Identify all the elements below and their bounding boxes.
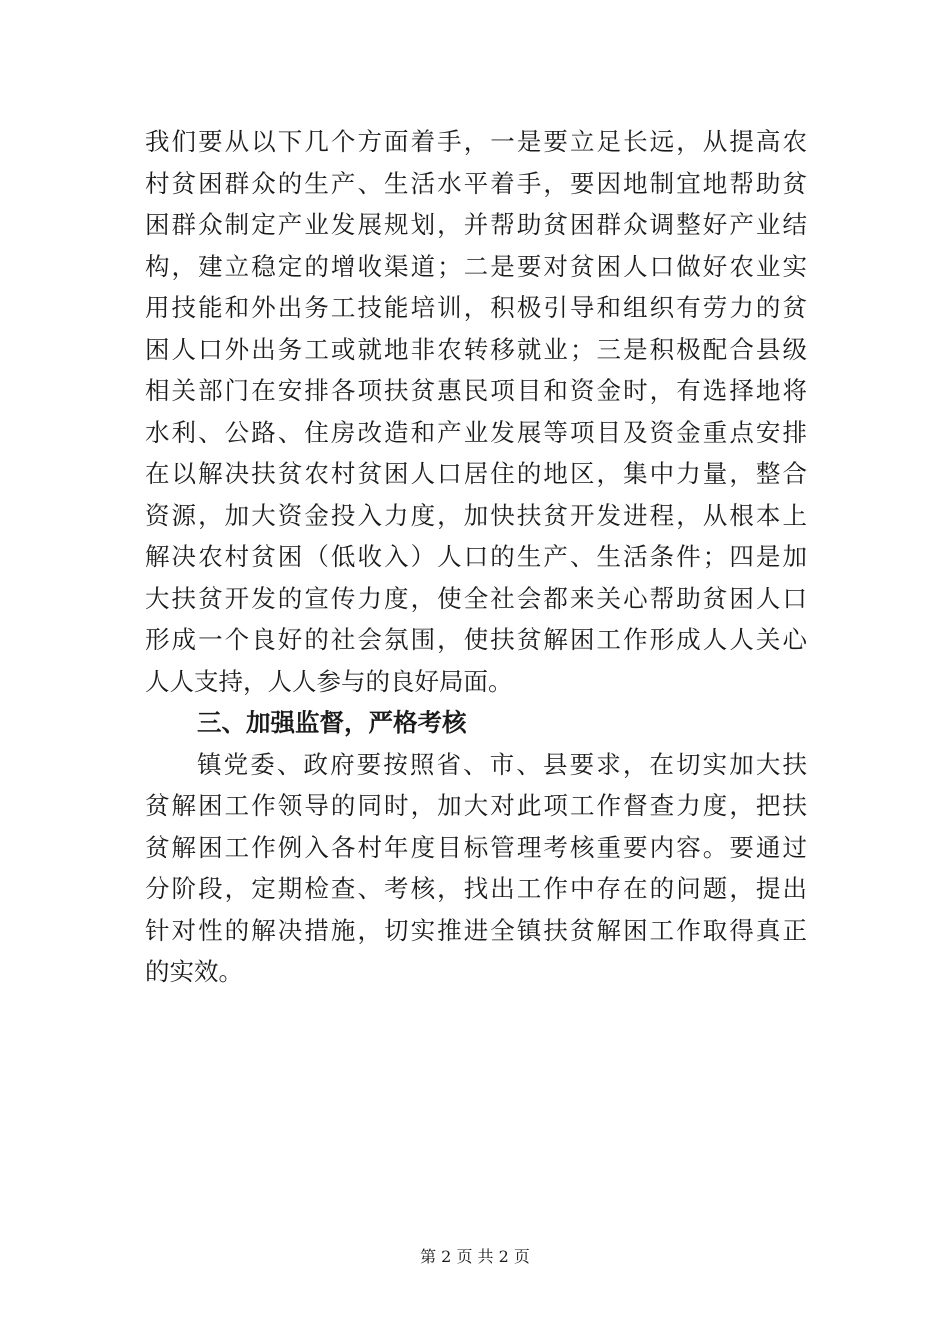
paragraph-line: 分阶段，定期检查、考核，找出工作中存在的问题，提出 bbox=[145, 874, 807, 903]
document-body bbox=[145, 121, 807, 993]
paragraph-line: 贫解困工作领导的同时，加大对此项工作督查力度，把扶 bbox=[145, 791, 807, 820]
section-heading: 三、加强监督，严格考核 bbox=[197, 708, 467, 737]
paragraph-line: 在以解决扶贫农村贫困人口居住的地区，集中力量，整合 bbox=[145, 459, 807, 488]
paragraph-line: 镇党委、政府要按照省、市、县要求，在切实加大扶 bbox=[197, 749, 807, 779]
paragraph-line: 相关部门在安排各项扶贫惠民项目和资金时，有选择地将 bbox=[145, 376, 807, 405]
paragraph-line: 贫解困工作例入各村年度目标管理考核重要内容。要通过 bbox=[145, 832, 807, 862]
paragraph-line: 构，建立稳定的增收渠道；二是要对贫困人口做好农业实 bbox=[145, 251, 807, 281]
paragraph-line: 大扶贫开发的宣传力度，使全社会都来关心帮助贫困人口 bbox=[145, 583, 807, 613]
paragraph-line: 人人支持，人人参与的良好局面。 bbox=[145, 666, 513, 696]
paragraph-line: 的实效。 bbox=[145, 957, 243, 986]
paragraph-line: 困群众制定产业发展规划，并帮助贫困群众调整好产业结 bbox=[145, 210, 807, 239]
paragraph-line: 村贫困群众的生产、生活水平着手，要因地制宜地帮助贫 bbox=[145, 168, 807, 198]
paragraph-line: 形成一个良好的社会氛围，使扶贫解困工作形成人人关心 bbox=[145, 625, 807, 654]
paragraph-1 bbox=[145, 121, 807, 702]
paragraph-line: 困人口外出务工或就地非农转移就业；三是积极配合县级 bbox=[145, 334, 807, 364]
paragraph-line: 针对性的解决措施，切实推进全镇扶贫解困工作取得真正 bbox=[145, 915, 807, 945]
paragraph-line: 用技能和外出务工技能培训，积极引导和组织有劳力的贫 bbox=[145, 293, 807, 322]
paragraph-line: 资源，加大资金投入力度，加快扶贫开发进程，从根本上 bbox=[145, 500, 807, 530]
page-number-footer: 第 2 页 共 2 页 bbox=[420, 1247, 530, 1266]
paragraph-line: 水利、公路、住房改造和产业发展等项目及资金重点安排 bbox=[145, 417, 807, 447]
paragraph-line: 我们要从以下几个方面着手，一是要立足长远，从提高农 bbox=[145, 127, 807, 156]
paragraph-2 bbox=[145, 744, 807, 993]
paragraph-line: 解决农村贫困（低收入）人口的生产、生活条件；四是加 bbox=[145, 542, 807, 571]
